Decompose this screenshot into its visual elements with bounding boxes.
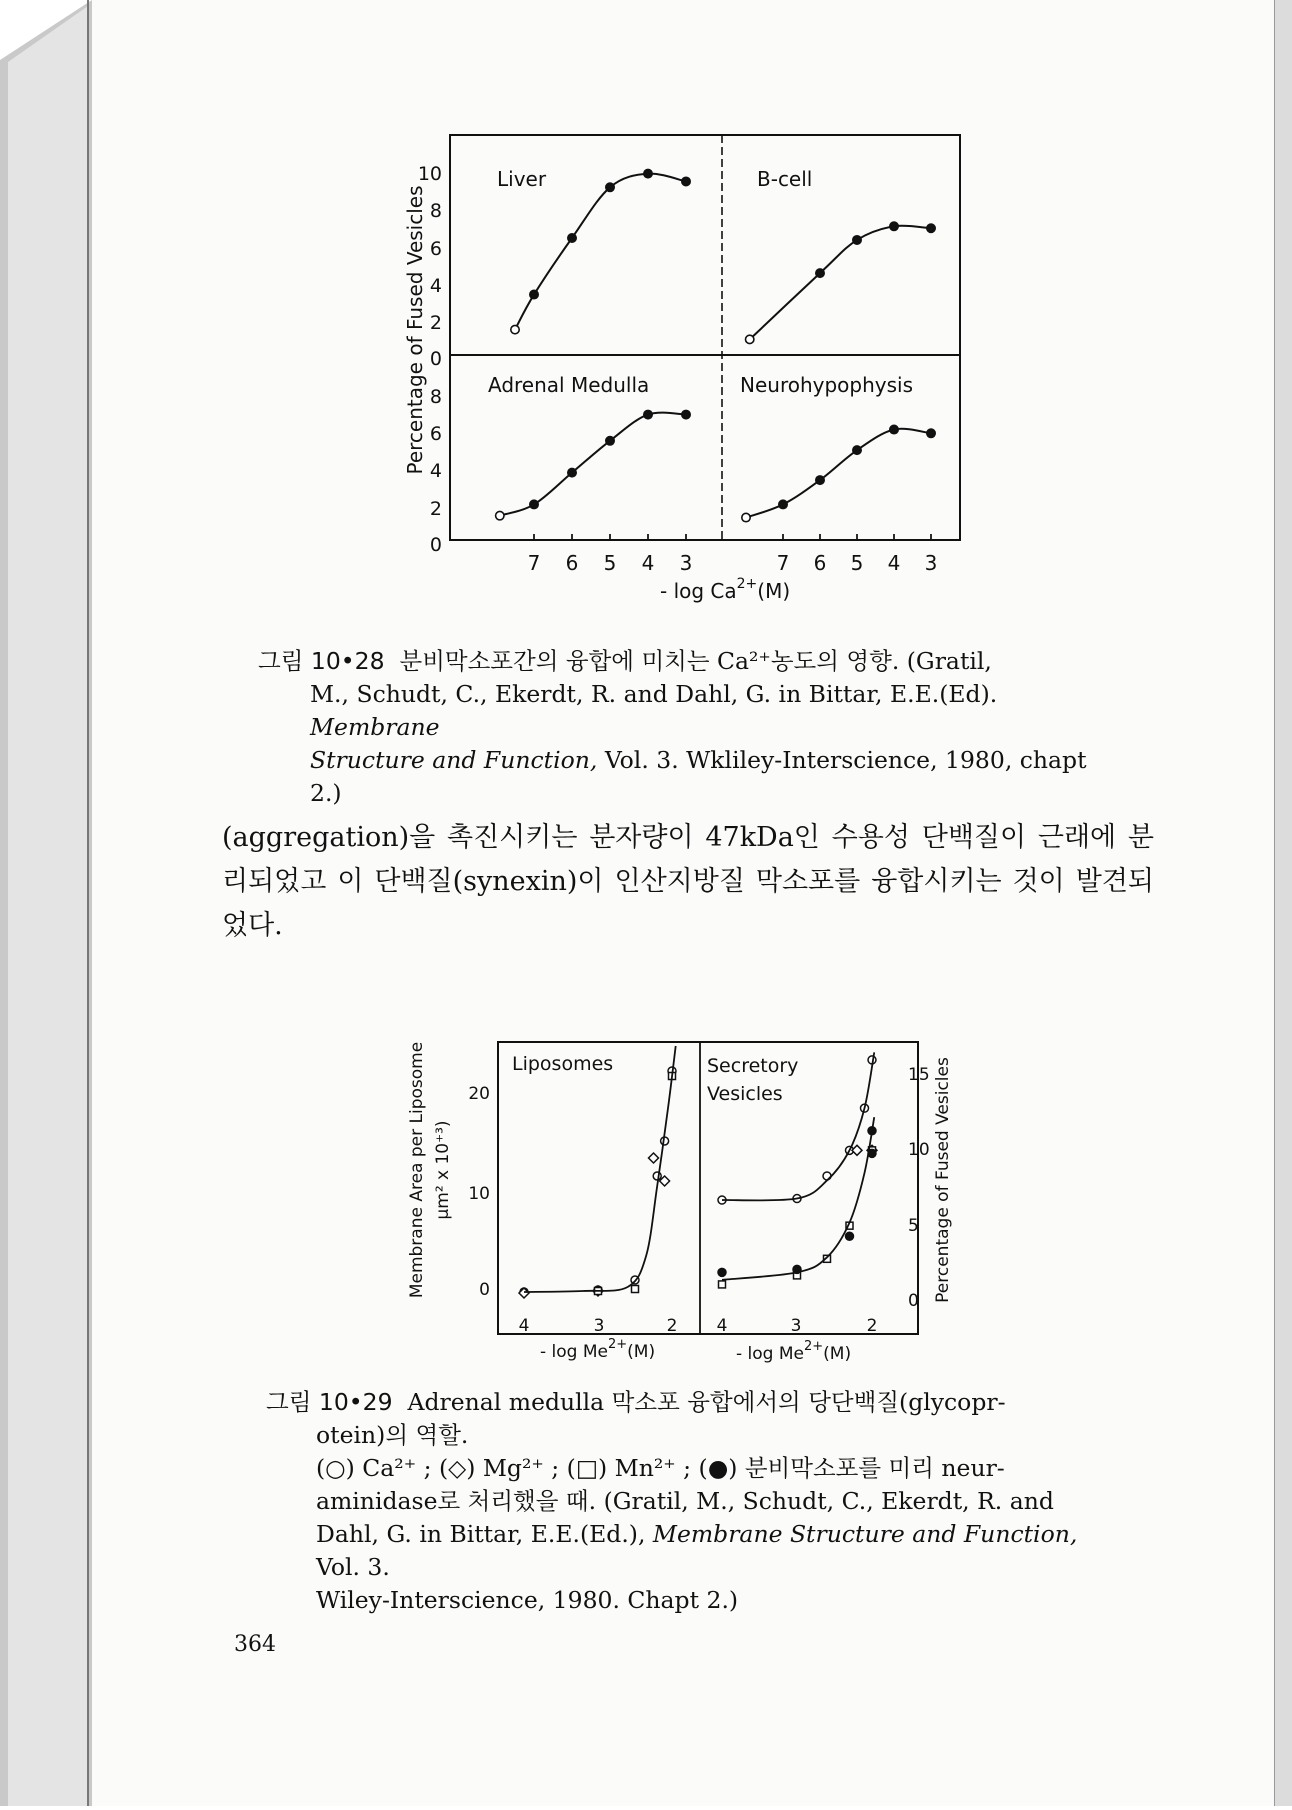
fig2-xtick: 3: [593, 1316, 605, 1336]
fig2-point-filled-circle: [846, 1232, 854, 1240]
fig1-xtick: 5: [603, 551, 617, 575]
fig1-panel-label-neuro: Neurohypophysis: [740, 373, 914, 397]
caption-10-28-line1: [258, 645, 1118, 678]
fig1-xtick: 7: [776, 551, 790, 575]
fig1-point: [853, 446, 861, 454]
fig2-panel-label-secretory2: Vesicles: [707, 1083, 783, 1105]
fig1-point: [746, 335, 754, 343]
caption-10-28-label: 그림 10•28: [258, 647, 385, 675]
caption-10-29-label: 그림 10•29: [266, 1388, 393, 1416]
fig1-ytick-top: 10: [417, 163, 442, 185]
fig2-left-ytick: 0: [479, 1280, 490, 1300]
fig1-point: [511, 325, 519, 333]
fig1-curve-b-cell: [750, 226, 931, 340]
fig1-point: [568, 468, 576, 476]
caption-10-28-line2: [258, 678, 1118, 744]
fig2-right-ytick: 10: [908, 1140, 930, 1160]
fig2-xtick: 2: [866, 1316, 878, 1336]
fig1-xtick: 6: [565, 551, 579, 575]
fig2-left-ylabel2: µm² x 10⁺³): [433, 1120, 453, 1220]
caption-10-28: [258, 645, 1118, 810]
fig1-ytick-bottom: 6: [429, 423, 442, 445]
fig2-xlabel-main: - log Me: [736, 1344, 804, 1364]
fig2-xlabel-left: [540, 1337, 655, 1362]
fig1-ylabel: Percentage of Fused Vesicles: [403, 185, 427, 475]
fig1-point: [682, 410, 690, 418]
fig1-point: [568, 234, 576, 242]
fig2-xlabel-right: [736, 1339, 851, 1364]
fig2-left-ytick: 20: [468, 1084, 490, 1104]
body-paragraph: (aggregation)을 촉진시키는 분자량이 47kDa인 수용성 단백질이 근래에 분리되었고 이 단백질(synexin)이 인산지방질 막소포를 융합시키는 것이 발견되었다.: [222, 822, 1154, 941]
fig1-xtick: 6: [813, 551, 827, 575]
fig1-point: [816, 269, 824, 277]
fig1-point: [530, 500, 538, 508]
fig1-point: [644, 169, 652, 177]
fig2-panel-label-secretory1: Secretory: [707, 1055, 799, 1077]
fig1-point: [496, 511, 504, 519]
caption-10-29-line2: otein)의 역할.: [316, 1421, 469, 1449]
caption-10-28-text1: 분비막소포간의 융합에 미치는 Ca²⁺농도의 영향. (Gratil,: [399, 647, 992, 675]
caption-10-29-text5c: Vol. 3.: [316, 1553, 390, 1581]
fig2-liposome-curve: [524, 1046, 676, 1292]
fig1-curve-neurohypophysis: [746, 429, 931, 518]
caption-10-29-text5b: Membrane Structure and Function,: [652, 1520, 1078, 1548]
fig1-point: [779, 500, 787, 508]
fig1-point: [742, 513, 750, 521]
fig1-xtick: 7: [527, 551, 541, 575]
fig1-xtick: 3: [679, 551, 693, 575]
fig2-point-square: [719, 1281, 726, 1288]
fig1-xtick: 4: [641, 551, 655, 575]
page-number: 364: [234, 1632, 276, 1657]
fig1-xtick: 3: [924, 551, 938, 575]
figure-10-28-chart: [400, 120, 980, 610]
fig2-data-marks: [519, 1046, 877, 1298]
fig1-ytick-top: 8: [429, 200, 442, 222]
fig1-point: [644, 410, 652, 418]
caption-10-28-text3b: Vol. 3. Wkliley-Interscience, 1980, chapt 2.): [310, 746, 1087, 807]
fig1-ytick-bottom: 2: [429, 498, 442, 520]
fig1-panel-label-adrenal: Adrenal Medulla: [488, 373, 650, 397]
fig1-xtick: 5: [850, 551, 864, 575]
fig2-xtick: 4: [716, 1316, 728, 1336]
fig1-xlabel-sup: 2+: [736, 576, 758, 592]
caption-10-29-text5a: Dahl, G. in Bittar, E.E.(Ed.),: [316, 1520, 653, 1548]
caption-10-29-line3: (○) Ca²⁺ ; (◇) Mg²⁺ ; (□) Mn²⁺ ; (●) 분비막소포를 미리 neur-: [316, 1454, 1005, 1482]
caption-10-28-text2a: M., Schudt, C., Ekerdt, R. and Dahl, G. in Bittar, E.E.(Ed).: [310, 680, 998, 708]
fig2-xlabel-sup: 2+: [607, 1337, 628, 1352]
fig1-point: [927, 224, 935, 232]
caption-10-29-line4: aminidase로 처리했을 때. (Gratil, M., Schudt, C., Ekerdt, R. and: [316, 1487, 1054, 1515]
fig1-point: [890, 425, 898, 433]
fig2-xtick: 4: [518, 1316, 530, 1336]
fig1-ytick-bottom: 0: [429, 534, 442, 556]
fig1-point: [530, 290, 538, 298]
fig2-point-diamond: [649, 1153, 659, 1163]
figure-10-29: [400, 1020, 980, 1365]
fig1-point: [853, 236, 861, 244]
fig1-point: [927, 429, 935, 437]
fig1-xtick: 4: [887, 551, 901, 575]
caption-10-29: [266, 1386, 1116, 1617]
fig1-point: [890, 222, 898, 230]
caption-10-29-line1: [266, 1386, 1116, 1419]
fig2-point-diamond: [852, 1145, 862, 1155]
fig1-ytick-top: 2: [429, 312, 442, 334]
fig2-left-ytick: 10: [468, 1184, 490, 1204]
fig1-ytick-bottom: 8: [429, 386, 442, 408]
fig2-xtick: 3: [790, 1316, 802, 1336]
caption-10-28-text3a: Structure and Function,: [310, 746, 598, 774]
fig2-xlabel-unit: (M): [627, 1342, 656, 1362]
caption-10-28-text2b: Membrane: [310, 713, 440, 741]
caption-10-29-text1: Adrenal medulla 막소포 융합에서의 당단백질(glycopr-: [407, 1388, 1006, 1416]
fig2-xlabel-sup: 2+: [803, 1339, 824, 1354]
fig1-ytick-bottom: 4: [429, 460, 442, 482]
fig2-panel-label-liposomes: Liposomes: [512, 1053, 614, 1075]
fig1-ytick-top: 6: [429, 238, 442, 260]
figure-10-28: [400, 120, 980, 610]
figure-10-29-chart: [400, 1020, 980, 1365]
fig1-point: [816, 476, 824, 484]
fig1-point: [682, 177, 690, 185]
fig1-panel-label-liver: Liver: [497, 167, 547, 191]
fig1-frame: [450, 135, 960, 540]
fig2-right-ytick: 15: [908, 1065, 930, 1085]
fig1-xlabel: [660, 576, 790, 603]
fig1-panel-label-bcell: B-cell: [757, 167, 813, 191]
fig2-right-ytick: 5: [908, 1216, 919, 1236]
fig2-xtick: 2: [666, 1316, 678, 1336]
fig2-xlabel-unit: (M): [823, 1344, 852, 1364]
caption-10-29-line6: Wiley-Interscience, 1980. Chapt 2.): [316, 1586, 739, 1614]
fig2-point-square: [632, 1286, 639, 1293]
fig1-point: [606, 183, 614, 191]
fig2-left-ylabel1: Membrane Area per Liposome: [407, 1041, 427, 1299]
caption-10-28-line3: [258, 744, 1118, 810]
fig1-point: [606, 437, 614, 445]
fig1-xlabel-unit: (M): [757, 579, 791, 603]
fig2-point-filled-circle: [718, 1268, 726, 1276]
fig1-curve-liver: [515, 174, 686, 330]
fig2-right-ylabel: Percentage of Fused Vesicles: [933, 1057, 953, 1303]
fig2-xlabel-main: - log Me: [540, 1342, 608, 1362]
fig1-ytick-top: 0: [429, 348, 442, 370]
fig2-point-circle: [653, 1172, 661, 1180]
fig1-curve-adrenal-medulla: [500, 413, 686, 516]
fig2-right-ytick: 0: [908, 1291, 919, 1311]
fig1-xlabel-main: - log Ca: [660, 579, 737, 603]
caption-10-29-line5: [266, 1518, 1116, 1584]
fig1-ytick-top: 4: [429, 275, 442, 297]
